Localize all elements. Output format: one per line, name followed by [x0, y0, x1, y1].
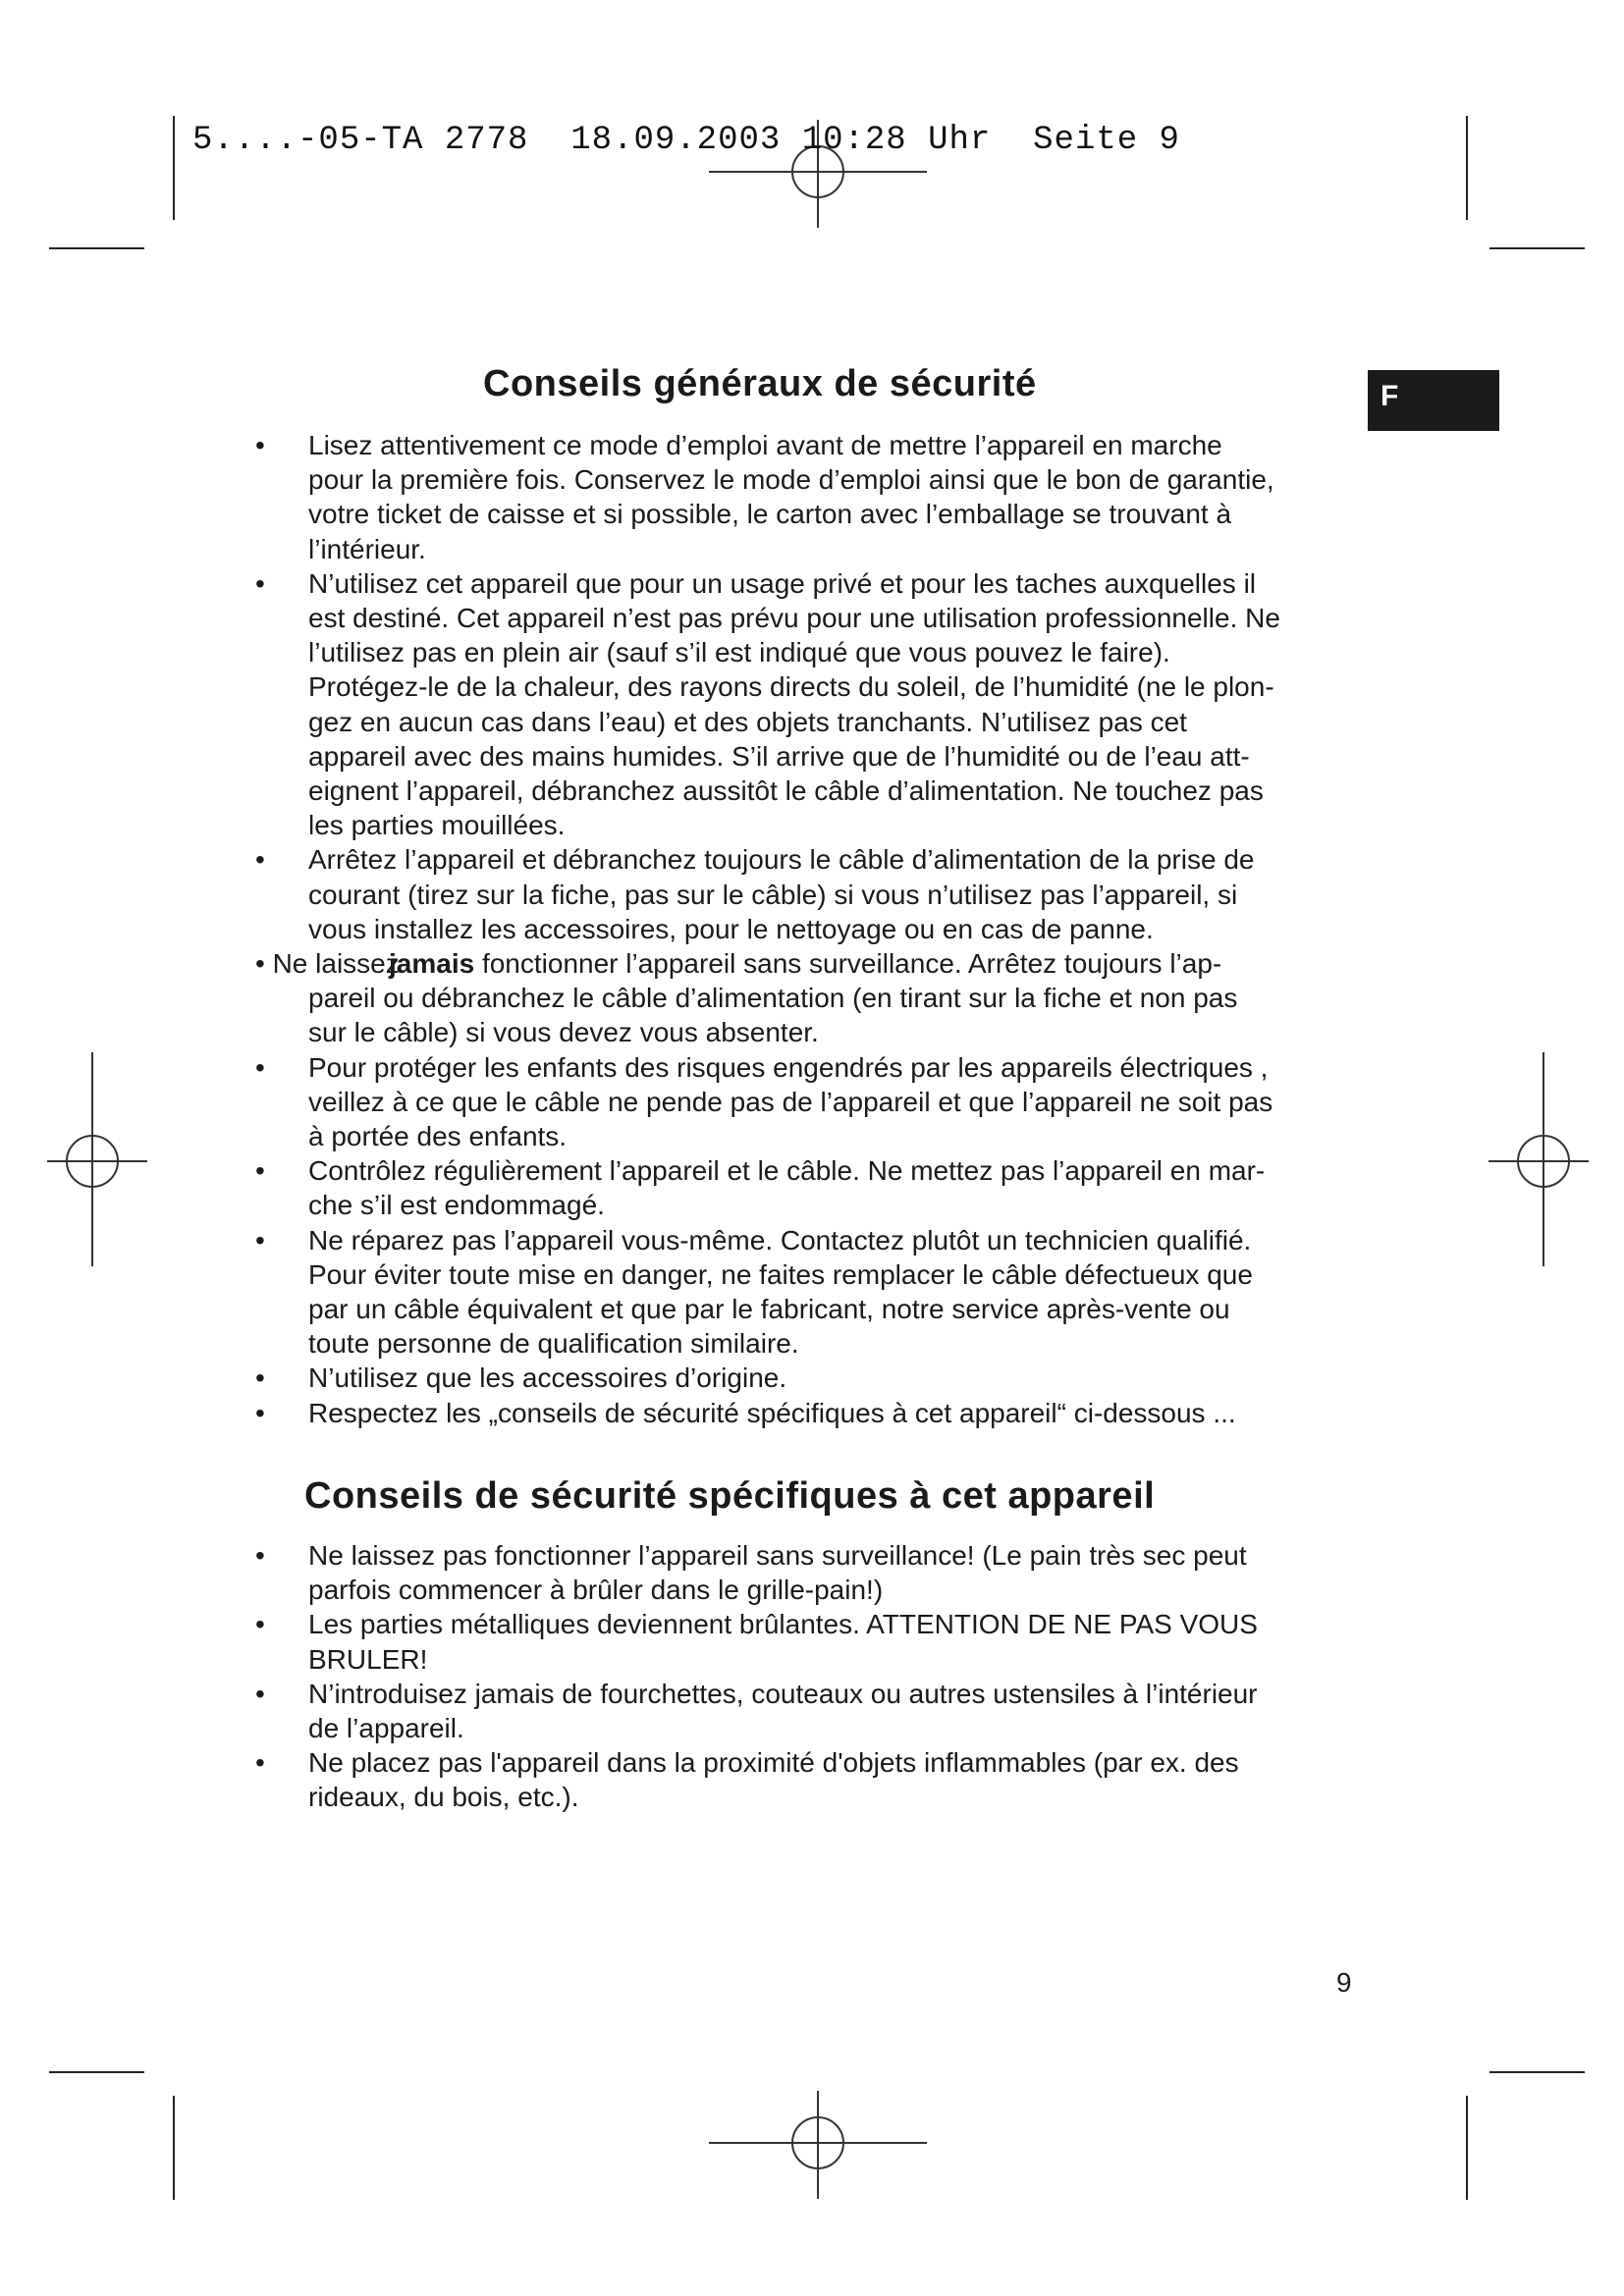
bullet-icon: •	[255, 844, 265, 876]
text-line: veillez à ce que le câble ne pende pas de l’appareil et que l’appareil ne soit pas	[308, 1086, 1273, 1117]
text-line: vous installez les accessoires, pour le nettoyage ou en cas de panne.	[308, 913, 1154, 944]
text-line: gez en aucun cas dans l’eau) et des objets tranchants. N’utilisez pas cet	[308, 706, 1187, 737]
list-item	[245, 1050, 1365, 1154]
bullet-icon: •	[255, 1051, 265, 1083]
list-item	[245, 1361, 1365, 1395]
text-line: Pour éviter toute mise en danger, ne faites remplacer le câble défectueux que	[308, 1258, 1253, 1290]
list-item	[245, 842, 1365, 946]
specific-safety-list	[245, 1538, 1365, 1815]
bullet-icon: •	[255, 1224, 265, 1255]
list-item	[245, 1153, 1365, 1222]
bullet-icon: •	[255, 1609, 265, 1640]
text-line: Ne placez pas l'appareil dans la proximité d'objets inflammables (par ex. des	[308, 1747, 1239, 1779]
bullet-icon: •	[255, 1362, 265, 1394]
text-line: sur le câble) si vous devez vous absenter.	[308, 1017, 819, 1048]
list-item	[245, 566, 1365, 843]
text-line: Pour protéger les enfants des risques engendrés par les appareils électriques ,	[308, 1051, 1269, 1083]
list-item	[245, 1223, 1365, 1362]
text-line: rideaux, du bois, etc.).	[308, 1782, 579, 1813]
text-line: Arrêtez l’appareil et débranchez toujours le câble d’alimentation de la prise de	[308, 844, 1255, 876]
list-item	[245, 1677, 1365, 1745]
text-line: toute personne de qualification similaire.	[308, 1328, 799, 1360]
text-line: N’utilisez que les accessoires d’origine.	[308, 1362, 787, 1394]
bullet-icon: •	[255, 567, 265, 599]
text-line: Respectez les „conseils de sécurité spécifiques à cet appareil“ ci-dessous ...	[308, 1397, 1236, 1428]
crop-mark-top-right-horizontal	[1489, 247, 1585, 249]
text-line: votre ticket de caisse et si possible, le carton avec l’emballage se trouvant à	[308, 499, 1232, 530]
text-line: parfois commencer à brûler dans le grille-pain!)	[308, 1575, 884, 1606]
text-line: Les parties métalliques deviennent brûlantes. ATTENTION DE NE PAS VOUS	[308, 1609, 1258, 1640]
text-line: Protégez-le de la chaleur, des rayons directs du soleil, de l’humidité (ne le plon-	[308, 671, 1274, 703]
list-item	[245, 1538, 1365, 1607]
list-item	[245, 1745, 1365, 1814]
text-line: pour la première fois. Conservez le mode d’emploi ainsi que le bon de garantie,	[308, 464, 1274, 496]
bullet-icon: •	[255, 1397, 265, 1428]
list-item	[245, 1607, 1365, 1676]
bullet-icon: •	[255, 1678, 265, 1709]
text-line: che s’il est endommagé.	[308, 1190, 605, 1221]
crop-mark-top-left-horizontal	[49, 247, 144, 249]
bullet-icon: •	[255, 1540, 265, 1571]
crop-mark-bottom-right-vertical	[1466, 2096, 1468, 2200]
section-title-specific-safety: Conseils de sécurité spécifiques à cet appareil	[304, 1475, 1156, 1517]
language-tab: F	[1368, 370, 1499, 431]
text-line: appareil avec des mains humides. S’il arrive que de l’humidité ou de l’eau att-	[308, 740, 1250, 772]
text-line	[308, 946, 1365, 981]
registration-mark-bottom-icon	[709, 2091, 927, 2199]
crop-mark-top-right-vertical	[1466, 116, 1468, 220]
page-number: 9	[1336, 1967, 1352, 1998]
crop-mark-bottom-left-horizontal	[49, 2071, 144, 2073]
section-title-general-safety: Conseils généraux de sécurité	[483, 363, 1037, 404]
text-line: pareil ou débranchez le câble d’alimentation (en tirant sur la fiche et non pas	[308, 983, 1238, 1014]
text-line: Contrôlez régulièrement l’appareil et le câble. Ne mettez pas l’appareil en mar-	[308, 1155, 1266, 1187]
text-line: N’utilisez cet appareil que pour un usage privé et pour les taches auxquelles il	[308, 567, 1257, 599]
registration-mark-left-icon	[47, 1052, 147, 1266]
crop-mark-top-left-vertical	[173, 116, 175, 220]
bullet-icon: •	[255, 1747, 265, 1779]
text-line: N’introduisez jamais de fourchettes, couteaux ou autres ustensiles à l’intérieur	[308, 1678, 1258, 1709]
list-item	[245, 428, 1365, 566]
bullet-icon: •	[255, 430, 265, 460]
emphasis-text: jamais	[389, 948, 475, 980]
crop-mark-bottom-left-vertical	[173, 2096, 175, 2200]
text-line: l’utilisez pas en plein air (sauf s’il est indiqué que vous pouvez le faire).	[308, 637, 1170, 668]
text-line: l’intérieur.	[308, 533, 426, 564]
registration-mark-right-icon	[1489, 1052, 1589, 1266]
text-line: Ne réparez pas l’appareil vous-même. Contactez plutôt un technicien qualifié.	[308, 1224, 1252, 1255]
list-item	[245, 1396, 1365, 1430]
bullet-lead-text: • Ne laissez	[255, 948, 400, 980]
text-line: les parties mouillées.	[308, 810, 566, 841]
text-line: courant (tirez sur la fiche, pas sur le câble) si vous n’utilisez pas l’appareil, si	[308, 879, 1238, 910]
text-line: eignent l’appareil, débranchez aussitôt le câble d’alimentation. Ne touchez pas	[308, 775, 1264, 807]
bullet-icon: •	[255, 1155, 265, 1187]
text-line: Ne laissez pas fonctionner l’appareil sans surveillance! (Le pain très sec peut	[308, 1540, 1247, 1571]
crop-mark-bottom-right-horizontal	[1489, 2071, 1585, 2073]
text-line: par un câble équivalent et que par le fabricant, notre service après-vente ou	[308, 1294, 1230, 1325]
text-line: Lisez attentivement ce mode d’emploi avant de mettre l’appareil en marche	[308, 430, 1222, 460]
text-line: à portée des enfants.	[308, 1121, 568, 1152]
print-slug-line: 5....-05-TA 2778 18.09.2003 10:28 Uhr Seite 9	[192, 122, 1180, 159]
text-line: de l’appareil.	[308, 1713, 464, 1744]
text-fragment: fonctionner l’appareil sans surveillance. Arrêtez toujours l’ap-	[474, 948, 1222, 980]
list-item-never-unattended	[245, 946, 1365, 1050]
general-safety-list	[245, 428, 1365, 1430]
text-line: BRULER!	[308, 1643, 428, 1675]
text-line: est destiné. Cet appareil n’est pas prévu pour une utilisation professionnelle. Ne	[308, 603, 1280, 634]
